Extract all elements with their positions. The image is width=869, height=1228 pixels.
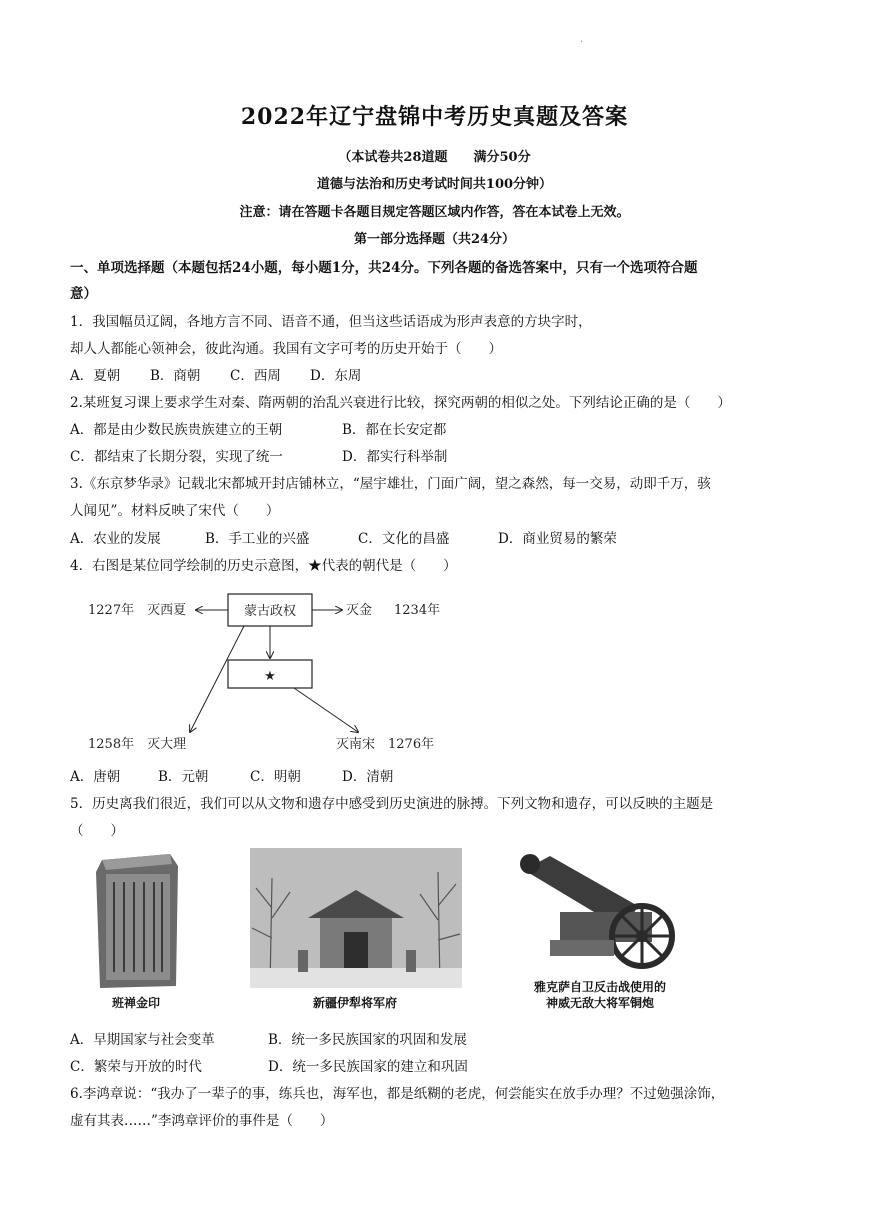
q5-stem-line1: 5．历史离我们很近，我们可以从文物和遗存中感受到历史演进的脉搏。下列文物和遗存，可以反映的主题是 [70,796,714,812]
q1-option-d[interactable]: D．东周 [310,368,362,384]
bronze-cannon-image [520,848,692,978]
page-mark: . [580,34,584,45]
q5-option-d[interactable]: D．统一多民族国家的建立和巩固 [268,1059,468,1075]
exam-title: 2022年辽宁盘锦中考历史真题及答案 [240,104,629,130]
q2-option-a[interactable]: A．都是由少数民族贵族建立的王朝 [70,422,283,438]
q6-stem-line1: 6.李鸿章说：“我办了一辈子的事，练兵也，海军也，都是纸糊的老虎，何尝能实在放手办理？不过勉强涂饰， [70,1086,725,1102]
q6-stem-line2: 虚有其表……”李鸿章评价的事件是（ ） [70,1113,334,1129]
q1-option-c[interactable]: C．西周 [230,368,281,384]
q5-options-row1 [70,1028,467,1048]
q5-options-row2 [70,1055,468,1075]
q3-option-a[interactable]: A．农业的发展 [70,531,161,547]
caption-ili-mansion: 新疆伊犁将军府 [312,996,397,1010]
q4-stem: 4．右图是某位同学绘制的历史示意图，★代表的朝代是（ ） [70,558,457,574]
q2-options-row2 [70,445,447,465]
mongol-regime-label: 蒙古政权 [243,604,297,619]
exam-notice: 注意：请在答题卡各题目规定答题区域内作答，答在本试卷上无效。 [239,205,630,220]
q2-options-row1 [70,418,446,438]
q1-option-b[interactable]: B．商朝 [150,368,201,384]
q1-stem-line1: 1．我国幅员辽阔，各地方言不同、语音不通，但当这些话语成为形声表意的方块字时， [70,314,592,330]
q5-option-a[interactable]: A．早期国家与社会变革 [70,1032,215,1048]
exam-info-line1: （本试卷共28道题 满分50分 [338,150,531,165]
event-southern-song: 灭南宋 1276年 [336,737,435,752]
q4-option-c[interactable]: C．明朝 [250,769,301,785]
event-dali: 1258年 灭大理 [88,737,187,752]
q1-option-a[interactable]: A．夏朝 [70,368,121,384]
caption-cannon-line2: 神威无敌大将军铜炮 [545,996,654,1010]
q2-option-c[interactable]: C．都结束了长期分裂，实现了统一 [70,449,283,465]
q3-option-d[interactable]: D．商业贸易的繁荣 [498,531,617,547]
q2-option-b[interactable]: B．都在长安定都 [342,422,447,438]
q2-stem: 2.某班复习课上要求学生对秦、隋两朝的治乱兴衰进行比较，探究两朝的相似之处。下列结论正确的是（ ） [70,395,731,411]
ili-general-mansion-image [250,848,462,988]
q5-stem-line2: （ ） [70,823,124,839]
part-heading: 第一部分选择题（共24分） [353,232,516,247]
q3-stem-line1: 3.《东京梦华录》记载北宋都城开封店铺林立，“屋宇雄壮，门面广阔，望之森然，每一交易，动即千万，骇 [70,476,711,492]
q1-options [70,364,361,384]
q5-option-c[interactable]: C．繁荣与开放的时代 [70,1059,202,1075]
event-xixia: 1227年 灭西夏 [88,603,187,618]
event-jin: 灭金 [346,603,373,618]
q1-stem-line2: 却人人都能心领神会，彼此沟通。我国有文字可考的历史开始于（ ） [70,341,502,357]
q3-options [70,527,617,547]
panchen-golden-seal-image [92,848,184,988]
section-heading-line2: 意） [70,286,97,302]
q2-option-d[interactable]: D．都实行科举制 [342,449,448,465]
q4-option-b[interactable]: B．元朝 [158,769,209,785]
q4-options [70,765,393,785]
q3-option-c[interactable]: C．文化的昌盛 [358,531,450,547]
q3-option-b[interactable]: B．手工业的兴盛 [205,531,310,547]
event-jin-year: 1234年 [394,603,441,618]
q4-option-d[interactable]: D．清朝 [342,769,394,785]
caption-cannon-line1: 雅克萨自卫反击战使用的 [533,980,666,994]
q5-option-b[interactable]: B．统一多民族国家的巩固和发展 [268,1032,467,1048]
section-heading-line1: 一、单项选择题（本题包括24小题，每小题1分，共24分。下列各题的备选答案中，只有一个选项符合题 [70,260,698,276]
q3-stem-line2: 人闻见”。材料反映了宋代（ ） [70,503,280,519]
caption-panchen-seal: 班禅金印 [111,996,160,1010]
mongol-conquest-diagram [86,590,456,760]
exam-info-line2: 道德与法治和历史考试时间共100分钟） [316,177,553,192]
q4-option-a[interactable]: A．唐朝 [70,769,121,785]
star-icon: ★ [264,669,276,684]
